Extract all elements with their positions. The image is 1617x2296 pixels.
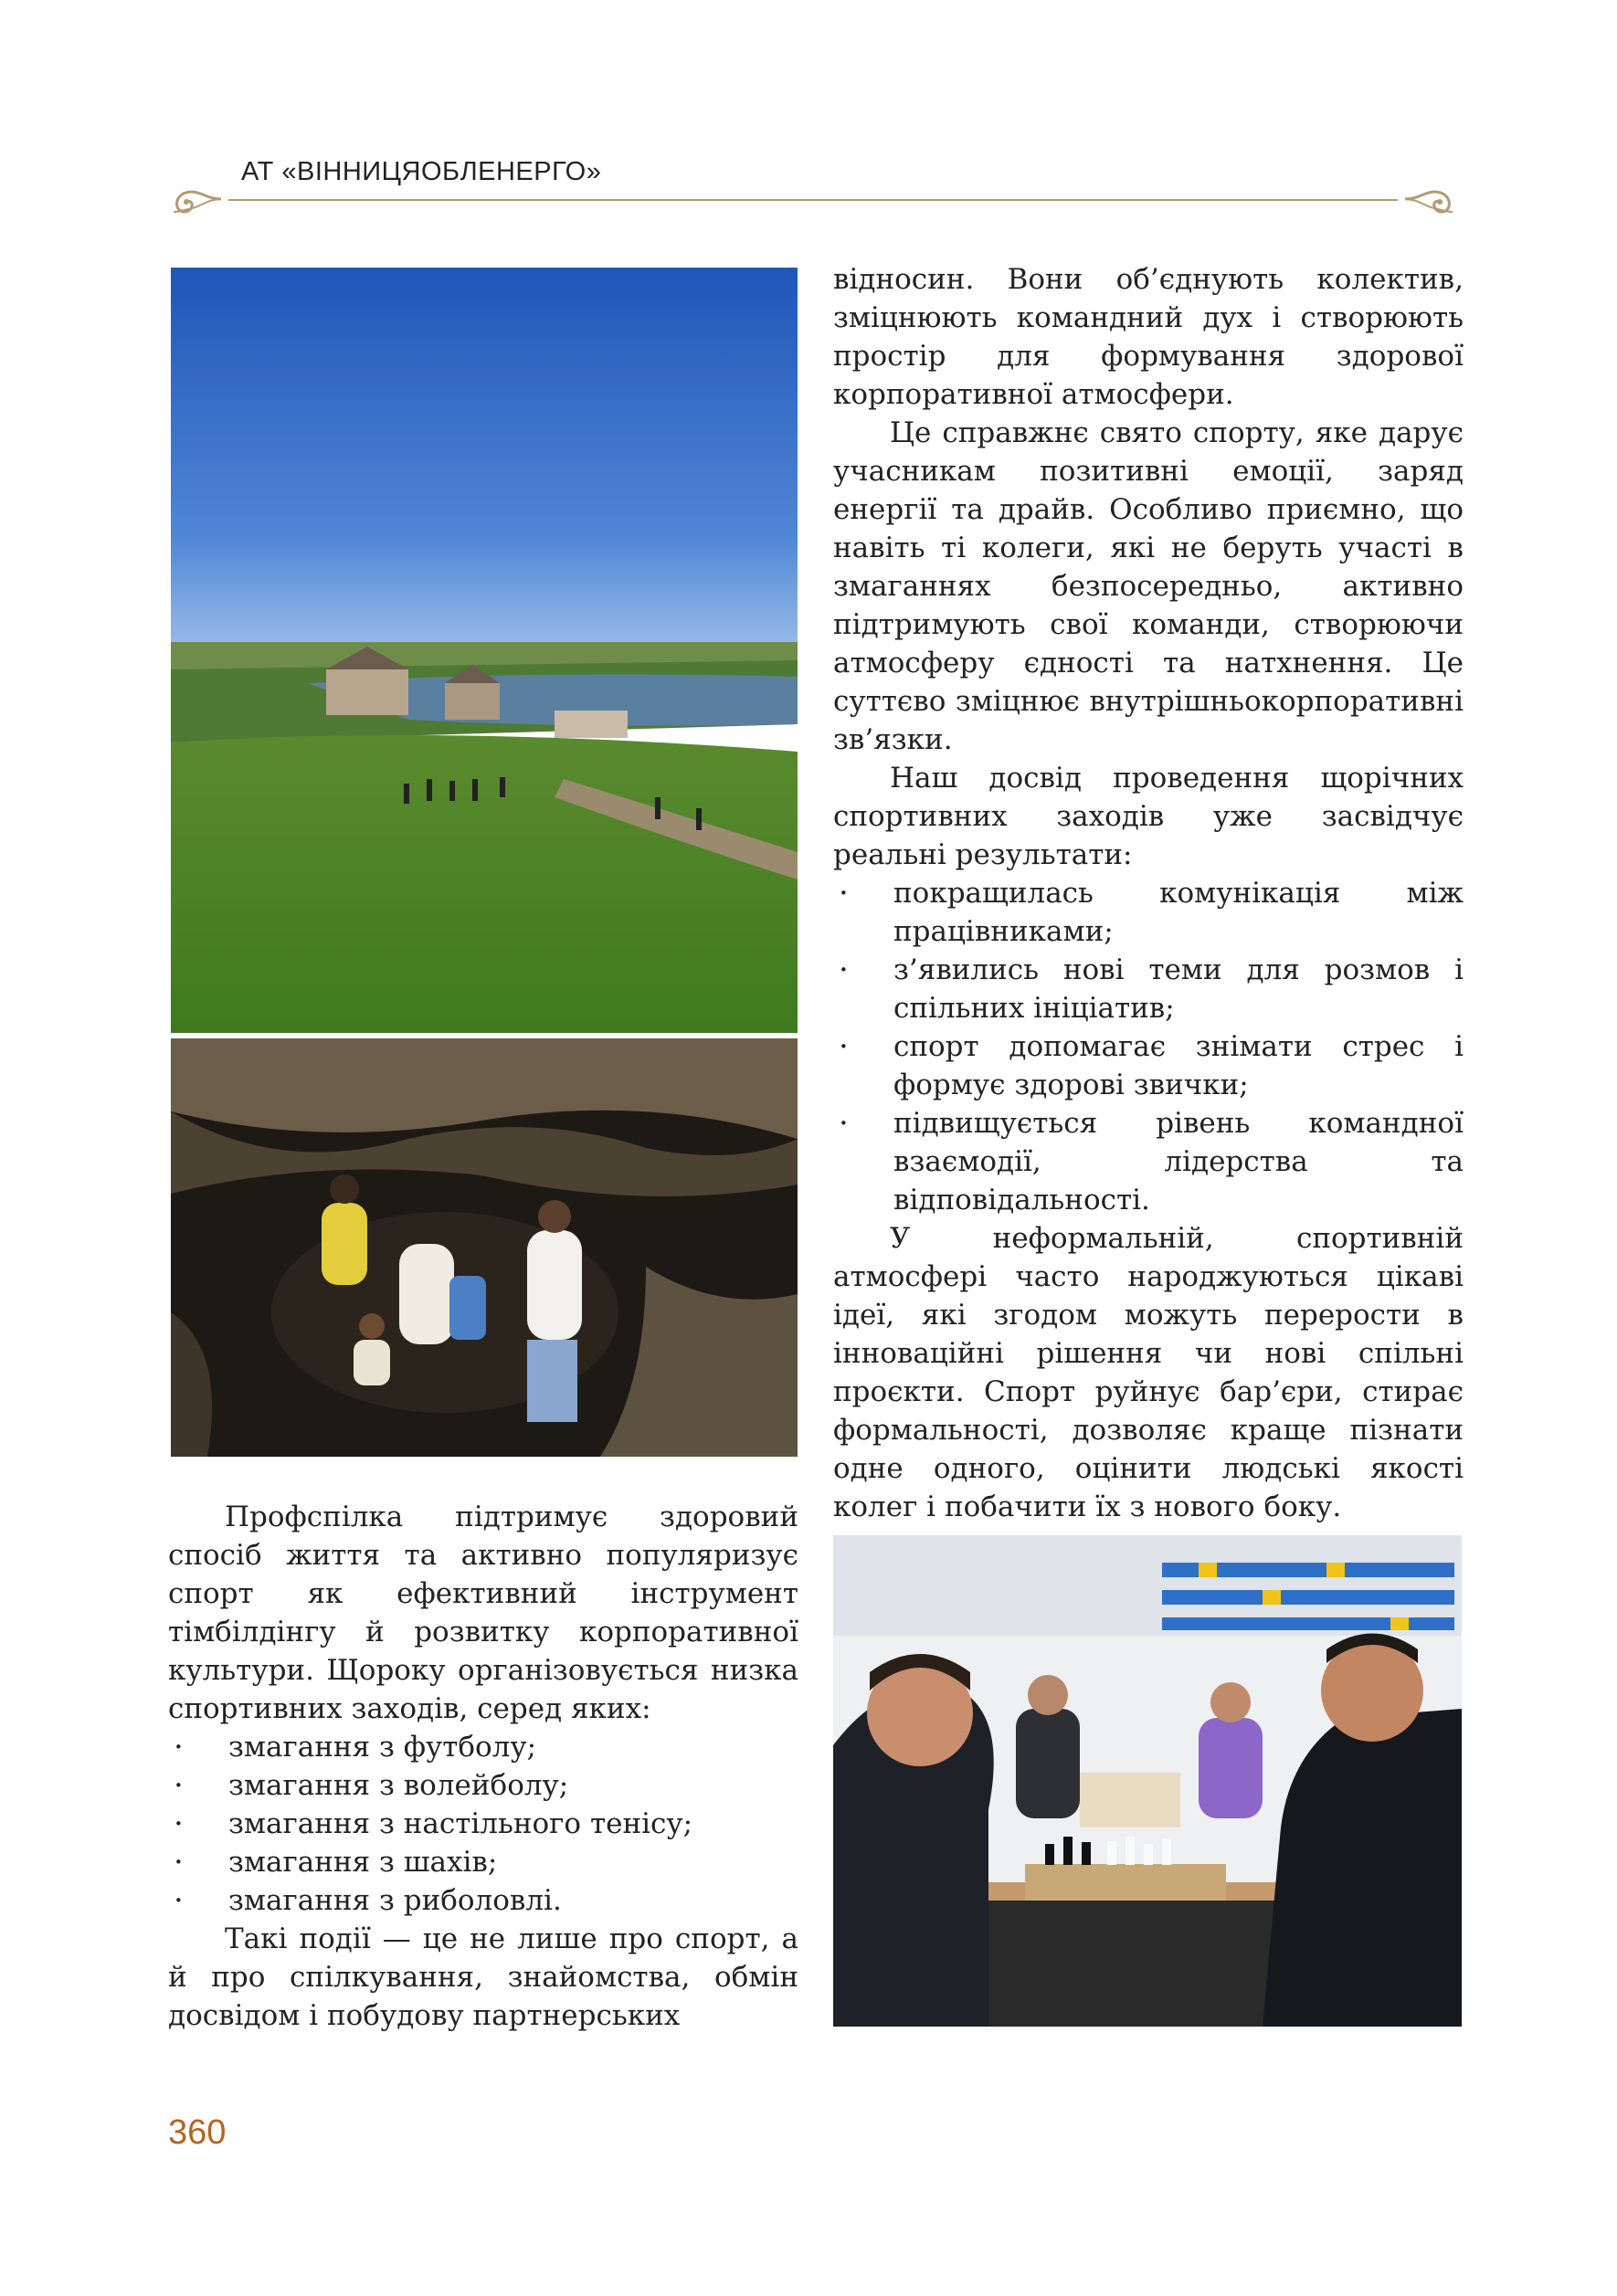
page-number: 360 (168, 2113, 227, 2152)
list-item: · змагання з настільного тенісу; (168, 1805, 798, 1843)
list-item: · підвищується рівень командної взаємодії, лідерства та відповідальності. (833, 1104, 1464, 1219)
right-column-text (833, 260, 1464, 1526)
chess-tournament-photo (833, 1535, 1462, 2027)
list-item: · з’явились нові теми для розмов і спільних ініціатив; (833, 951, 1464, 1027)
cave-excursion-photo (171, 1038, 798, 1457)
list-item: · змагання з риболовлі. (168, 1881, 798, 1920)
sport-holiday-paragraph: Це справжнє свято спорту, яке дарує учасникам позитивні емоції, заряд енергії та драйв. Особливо приємно, що навіть ті колеги, які не беруть участі в змаганнях безпосередньо, активно підтримують свої команди, створюючи атмосферу єдності та натхнення. Це суттєво зміцнює внутрішньокорпоративні зв’язки. (833, 416, 1464, 756)
results-list (833, 874, 1464, 1219)
intro-paragraph: Профспілка підтримує здоровий спосіб життя та активно популяризує спорт як ефективний інструмент тімбілдінгу й розвитку корпоративної культури. Щороку організовується низка спортивних заходів, серед яких: (168, 1501, 798, 1725)
header-title: АТ «ВІННИЦЯОБЛЕНЕРГО» (241, 157, 602, 186)
ornament-left-icon (164, 172, 228, 226)
list-item: · покращилась комунікація між працівниками; (833, 874, 1464, 951)
list-item: · спорт допомагає знімати стрес і формує здорові звички; (833, 1027, 1464, 1104)
events-list (168, 1728, 798, 1920)
ornament-right-icon (1398, 172, 1462, 226)
left-column-text (168, 1498, 798, 2035)
page-header (164, 153, 1462, 226)
list-item: · змагання з волейболу; (168, 1766, 798, 1805)
closing-paragraph: Такі події — це не лише про спорт, а й про спілкування, знайомства, обмін досвідом і побудову партнерських (168, 1922, 798, 2032)
ideas-paragraph: У неформальній, спортивній атмосфері часто народжуються цікаві ідеї, які згодом можуть перерости в інноваційні рішення чи нові спільні проєкти. Спорт руйнує бар’єри, стирає формальності, дозволяє краще пізнати одне одного, оцінити людські якості колег і побачити їх з нового боку. (833, 1222, 1464, 1523)
castle-landscape-photo (171, 268, 798, 1033)
list-item: · змагання з футболу; (168, 1728, 798, 1766)
continuation-paragraph: відносин. Вони об’єднують колектив, зміцнюють командний дух і створюють простір для формування здорової корпоративної атмосфери. (833, 263, 1464, 411)
header-rule (228, 199, 1398, 201)
list-item: · змагання з шахів; (168, 1843, 798, 1881)
experience-paragraph: Наш досвід проведення щорічних спортивних заходів уже засвідчує реальні результати: (833, 762, 1464, 871)
